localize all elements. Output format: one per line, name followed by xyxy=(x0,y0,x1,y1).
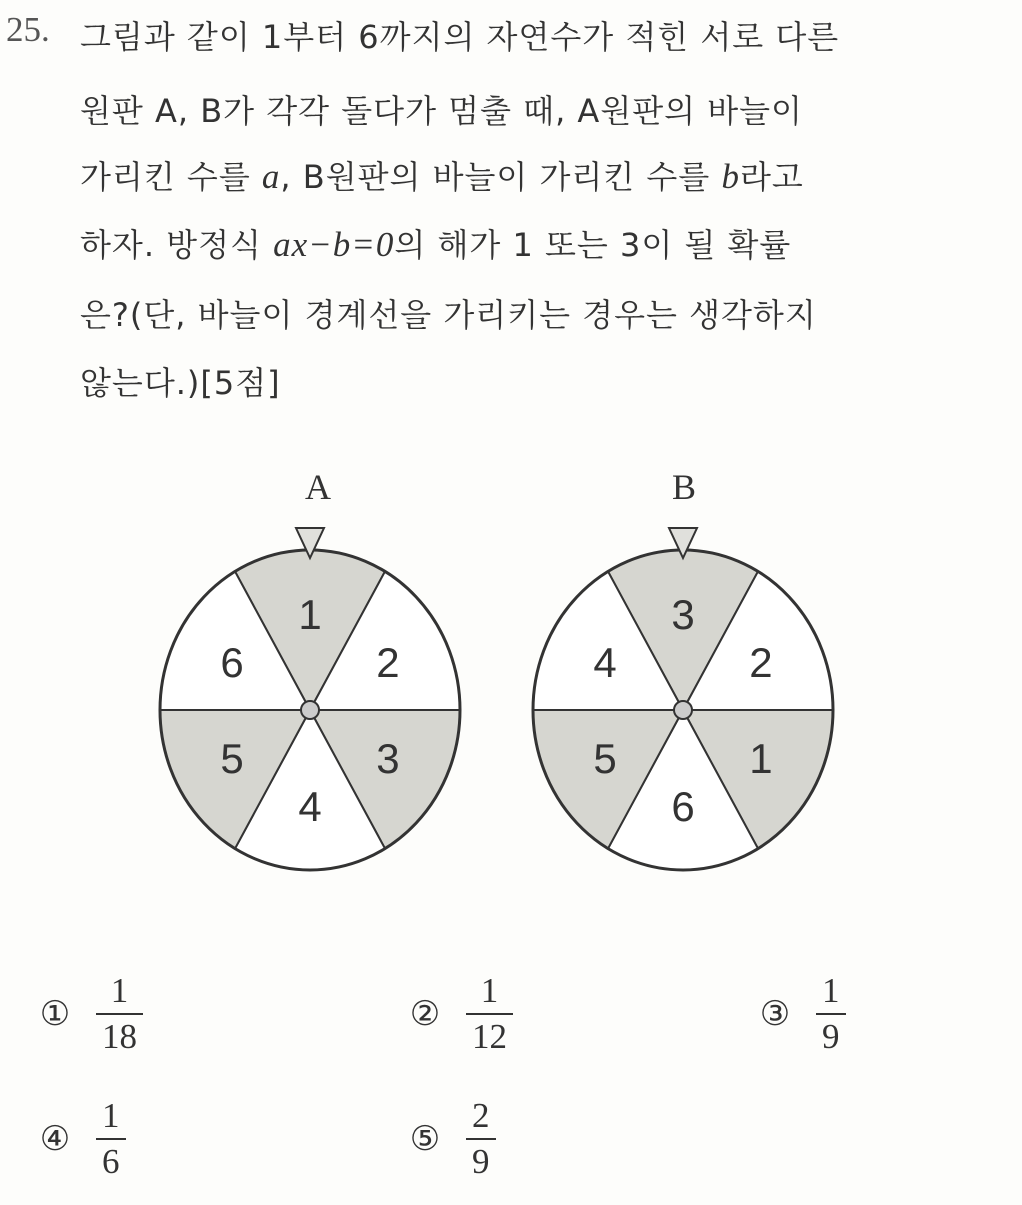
sector-number: 4 xyxy=(298,783,322,830)
choice-mark: ⑤ xyxy=(409,1121,441,1158)
question-number: 25. xyxy=(6,10,50,49)
fraction: $\frac{1}{18}$ xyxy=(102,975,137,1053)
choice-mark: ④ xyxy=(39,1121,71,1158)
sector-number: 2 xyxy=(749,639,773,686)
question-text: 원판 A, B가 각각 돌다가 멈출 때, A원판의 바늘이 xyxy=(80,92,803,130)
question-line-2 xyxy=(80,86,1010,132)
question-line-1 xyxy=(80,12,1010,58)
question-line-5 xyxy=(80,290,1010,336)
choice-mark: ② xyxy=(409,996,441,1033)
question-text: 의 해가 1 또는 3이 될 확률 xyxy=(394,226,792,264)
sector-number: 1 xyxy=(749,735,773,782)
choice-2[interactable] xyxy=(408,971,507,1056)
choice-mark: ③ xyxy=(759,996,791,1033)
sector-number: 4 xyxy=(593,639,617,686)
variable-a: a xyxy=(261,157,281,196)
fraction: $\frac{2}{9}$ xyxy=(472,1100,490,1178)
spinner-b-label: B xyxy=(671,467,696,507)
fraction: $\frac{1}{12}$ xyxy=(472,975,507,1053)
equation: ax−b=0 xyxy=(273,225,395,264)
question-line-6 xyxy=(80,358,1010,404)
question-text: 하자. 방정식 xyxy=(80,226,274,264)
choice-4[interactable] xyxy=(38,1096,120,1181)
question-text: , B원판의 바늘이 가리킨 수를 xyxy=(280,158,722,196)
sector-number: 1 xyxy=(298,591,322,638)
question-text: 가리킨 수를 xyxy=(80,158,262,196)
fraction: $\frac{1}{9}$ xyxy=(822,975,840,1053)
question-line-3 xyxy=(80,152,1010,198)
choice-mark: ① xyxy=(39,996,71,1033)
sector-number: 5 xyxy=(220,735,244,782)
question-line-4 xyxy=(80,220,1010,266)
spinner-a-label: A xyxy=(305,467,331,507)
spinner-hub xyxy=(301,701,319,719)
fraction: $\frac{1}{6}$ xyxy=(102,1100,120,1178)
choice-5[interactable] xyxy=(408,1096,490,1181)
variable-b: b xyxy=(721,157,740,196)
spinner-a xyxy=(160,530,460,870)
sector-number: 6 xyxy=(220,639,244,686)
question-text: 라고 xyxy=(739,158,804,196)
spinner-b xyxy=(533,530,833,870)
choice-1[interactable] xyxy=(38,971,137,1056)
question-text: 그림과 같이 1부터 6까지의 자연수가 적힌 서로 다른 xyxy=(80,18,840,56)
question-text: 은?(단, 바늘이 경계선을 가리키는 경우는 생각하지 xyxy=(80,296,817,334)
sector-number: 2 xyxy=(376,639,400,686)
sector-number: 5 xyxy=(593,735,617,782)
choice-3[interactable] xyxy=(758,971,840,1056)
sector-number: 3 xyxy=(671,591,695,638)
sector-number: 6 xyxy=(671,783,695,830)
spinner-hub xyxy=(674,701,692,719)
question-text: 않는다.)[5점] xyxy=(80,364,281,402)
sector-number: 3 xyxy=(376,735,400,782)
